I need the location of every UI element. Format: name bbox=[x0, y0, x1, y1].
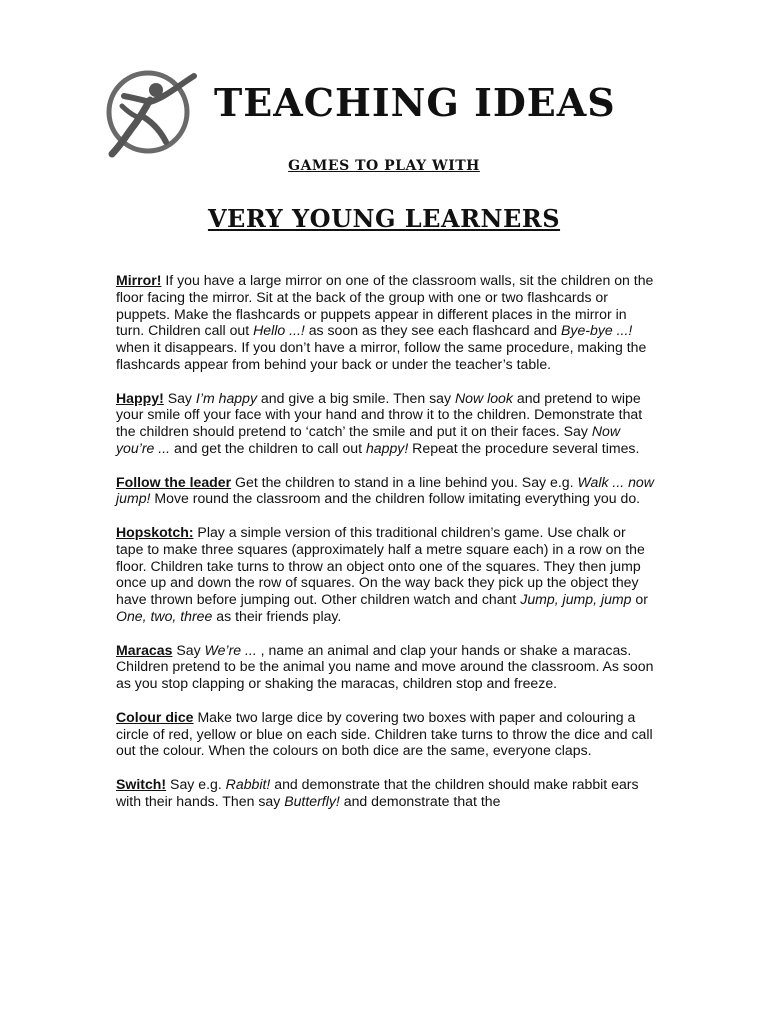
game-label: Hopskotch: bbox=[116, 523, 194, 540]
game-text: , name an animal and clap your hands or shake a maracas. Children pretend to be the animal you name and move around the classroom. As soon as you stop clapping or shaking the maracas, children stop and freeze. bbox=[116, 641, 654, 692]
game-paragraph-follow-the-leader bbox=[116, 474, 656, 508]
game-text-italic: One, two, three bbox=[116, 607, 213, 624]
game-text-italic: We’re ... bbox=[204, 641, 257, 658]
game-text: as their friends play. bbox=[212, 607, 342, 624]
game-text: Make two large dice by covering two boxes with paper and colouring a circle of red, yellow or blue on each side. Children take turns to throw the dice and call out the colour. When the colours on both dice are the same, everyone claps. bbox=[116, 708, 653, 759]
game-label: Colour dice bbox=[116, 708, 194, 725]
game-text: and demonstrate that the children should make rabbit ears with their hands. Then say bbox=[116, 775, 639, 809]
game-paragraph-hopskotch bbox=[116, 524, 656, 625]
games-list bbox=[116, 272, 656, 826]
game-paragraph-mirror bbox=[116, 272, 656, 373]
game-text-italic: Jump, jump, jump bbox=[520, 591, 632, 608]
game-label: Switch! bbox=[116, 775, 167, 792]
game-text-italic: Now look bbox=[454, 389, 513, 406]
section-heading: VERY YOUNG LEARNERS bbox=[207, 204, 561, 233]
game-text: Get the children to stand in a line behind you. Say e.g. bbox=[231, 473, 578, 490]
game-text: Play a simple version of this traditional children’s game. Use chalk or tape to make three squares (approximately half a metre square each) in a row on the floor. Children take turns to throw an object onto one of the squares. They then jump once up and down the row of squares. On the way back they pick up the object they have thrown before jumping out. Other children watch and chant bbox=[116, 523, 645, 608]
game-label: Happy! bbox=[116, 389, 164, 406]
game-text: Move round the classroom and the children follow imitating everything you do. bbox=[150, 490, 641, 507]
game-label: Maracas bbox=[116, 641, 173, 658]
page-title: TEACHING IDEAS bbox=[214, 80, 616, 125]
game-paragraph-maracas bbox=[116, 642, 656, 692]
game-text: and get the children to call out bbox=[170, 439, 366, 456]
game-text: and pretend to wipe your smile off your face with your hand and throw it to the children. Demonstrate that the children should pretend to ‘catch’ the smile and put it on their faces. Say bbox=[116, 389, 643, 440]
game-text-italic: Now you’re ... bbox=[116, 423, 621, 456]
game-text: when it disappears. If you don’t have a mirror, follow the same procedure, making the flashcards appear from behind your back or under the teacher’s table. bbox=[116, 339, 647, 372]
game-label: Mirror! bbox=[116, 272, 162, 288]
runner-logo-icon bbox=[104, 66, 200, 158]
game-text-italic: I’m happy bbox=[195, 389, 258, 406]
game-text-italic: Bye-bye ...! bbox=[561, 322, 633, 339]
game-text-italic: Hello ...! bbox=[253, 322, 305, 339]
game-paragraph-colour-dice bbox=[116, 709, 656, 759]
game-text: Say bbox=[172, 641, 205, 658]
game-text-italic: Walk ... now jump! bbox=[116, 473, 654, 507]
game-text: Repeat the procedure several times. bbox=[408, 439, 640, 456]
game-paragraph-switch bbox=[116, 776, 656, 810]
game-text: If you have a large mirror on one of the classroom walls, sit the children on the floor facing the mirror. Sit at the back of the group with one or two flashcards or puppets. Make the flashcards or puppets appear in different places in the mirror in turn. Children call out bbox=[116, 272, 654, 339]
game-paragraph-happy bbox=[116, 390, 656, 457]
game-text-italic: happy! bbox=[365, 439, 409, 456]
page-subtitle: GAMES TO PLAY WITH bbox=[288, 158, 480, 174]
game-text: and demonstrate that the bbox=[339, 792, 501, 809]
game-text-italic: Rabbit! bbox=[225, 775, 271, 792]
game-text: or bbox=[631, 591, 648, 608]
game-label: Follow the leader bbox=[116, 473, 232, 490]
game-text: as soon as they see each flashcard and bbox=[304, 322, 561, 339]
game-text: and give a big smile. Then say bbox=[257, 389, 455, 406]
teaching-ideas-runner-logo bbox=[104, 66, 200, 158]
game-text: Say bbox=[163, 389, 196, 406]
game-text-italic: Butterfly! bbox=[284, 792, 340, 809]
game-text: Say e.g. bbox=[166, 775, 226, 792]
